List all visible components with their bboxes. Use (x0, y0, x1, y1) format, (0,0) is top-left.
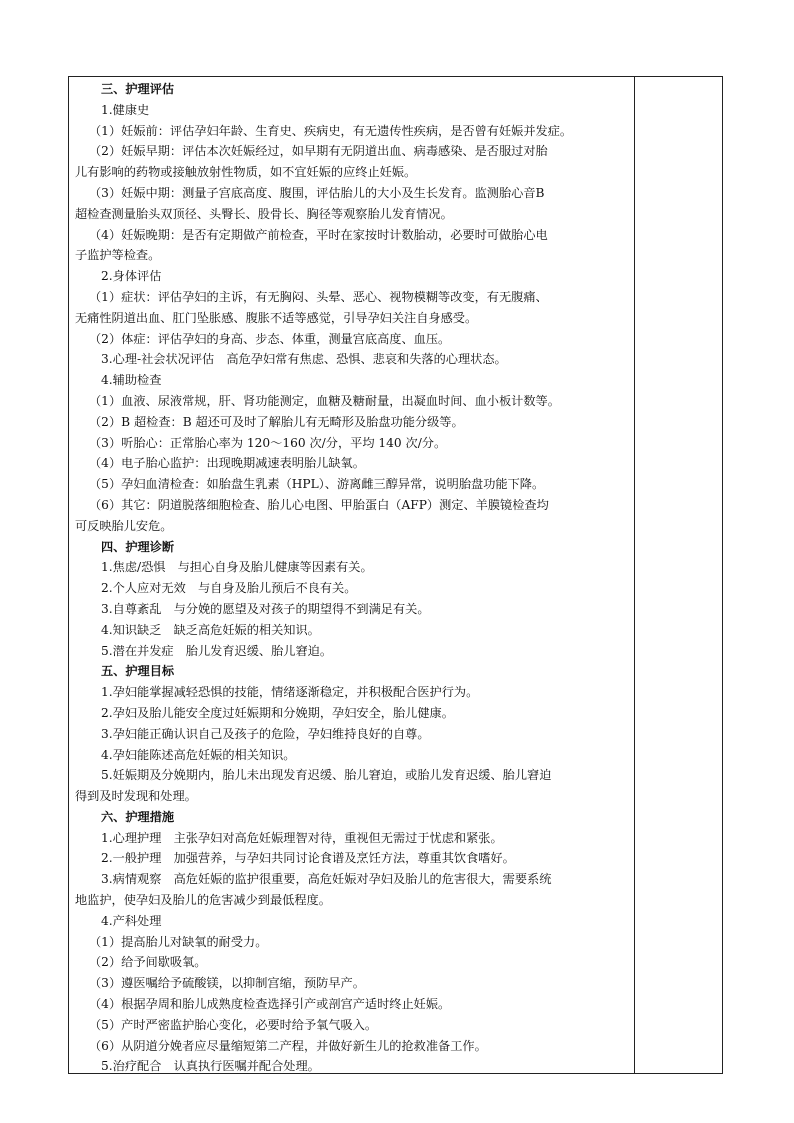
text-line: （3）妊娠中期：测量子宫底高度、腹围，评估胎儿的大小及生长发育。监测胎心音B (89, 185, 545, 200)
text-line: （6）从阴道分娩者应尽量缩短第二产程，并做好新生儿的抢救准备工作。 (89, 1038, 487, 1053)
text-line: （1）妊娠前：评估孕妇年龄、生育史、疾病史，有无遗传性疾病，是否曾有妊娠并发症。 (89, 123, 573, 138)
section-heading: 五、护理目标 (101, 664, 175, 679)
section-heading: 四、护理诊断 (101, 539, 175, 554)
text-line: （2）给予间歇吸氧。 (89, 955, 207, 970)
text-line: （3）遵医嘱给予硫酸镁，以抑制宫缩，预防早产。 (89, 976, 365, 991)
text-line: 2.一般护理 加强营养，与孕妇共同讨论食谱及烹饪方法，尊重其饮食嗜好。 (101, 851, 515, 866)
text-line: （1）症状：评估孕妇的主诉，有无胸闷、头晕、恶心、视物模糊等改变，有无腹痛、 (89, 289, 548, 304)
text-line: （2）体症：评估孕妇的身高、步态、体重，测量宫底高度、血压。 (89, 331, 451, 346)
content-cell (69, 77, 633, 1077)
text-line: （4）妊娠晚期：是否有定期做产前检查，平时在家按时计数胎动，必要时可做胎心电 (89, 227, 548, 242)
text-line: 1.心理护理 主张孕妇对高危妊娠理智对待，重视但无需过于忧虑和紧张。 (101, 830, 503, 845)
text-line: 3.孕妇能正确认识自己及孩子的危险，孕妇维持良好的自尊。 (101, 726, 430, 741)
text-line: 3.心理-社会状况评估 高危孕妇常有焦虑、恐惧、悲哀和失落的心理状态。 (101, 352, 507, 367)
text-line: 2.个人应对无效 与自身及胎儿预后不良有关。 (101, 581, 357, 596)
text-line: （5）产时严密监护胎心变化，必要时给予氧气吸入。 (89, 1017, 378, 1032)
text-line: 2.身体评估 (101, 269, 162, 284)
text-line: 儿有影响的药物或接触放射性物质，如不宜妊娠的应终止妊娠。 (75, 165, 417, 180)
text-line: （4）电子胎心监护：出现晚期减速表明胎儿缺氧。 (89, 456, 365, 471)
text-line: 5.治疗配合 认真执行医嘱并配合处理。 (101, 1059, 320, 1074)
text-line: （3）听胎心：正常胎心率为 120～160 次/分，平均 140 次/分。 (89, 435, 447, 450)
text-line: 5.妊娠期及分娩期内，胎儿未出现发育迟缓、胎儿窘迫，或胎儿发育迟缓、胎儿窘迫 (101, 768, 552, 783)
text-line: 子监护等检查。 (75, 248, 161, 263)
text-line: 1.焦虑/恐惧 与担心自身及胎儿健康等因素有关。 (101, 560, 373, 575)
text-line: 2.孕妇及胎儿能安全度过妊娠期和分娩期，孕妇安全，胎儿健康。 (101, 705, 454, 720)
text-line: 可反映胎儿安危。 (75, 518, 173, 533)
document-table (68, 76, 723, 1074)
text-line: （2）妊娠早期：评估本次妊娠经过，如早期有无阴道出血、病毒感染、是否服过对胎 (89, 144, 548, 159)
section-heading: 六、护理措施 (101, 809, 175, 824)
text-line: 得到及时发现和处理。 (75, 789, 197, 804)
text-line: （5）孕妇血清检查：如胎盘生乳素（HPL）、游离雌三醇异常，说明胎盘功能下降。 (89, 477, 545, 492)
text-line: 4.知识缺乏 缺乏高危妊娠的相关知识。 (101, 622, 320, 637)
column-divider (634, 77, 635, 1073)
text-line: （2）B 超检查：B 超还可及时了解胎儿有无畸形及胎盘功能分级等。 (89, 414, 464, 429)
text-line: 4.辅助检查 (101, 373, 162, 388)
text-line: 3.病情观察 高危妊娠的监护很重要，高危妊娠对孕妇及胎儿的危害很大，需要系统 (101, 872, 552, 887)
text-line: （6）其它：阴道脱落细胞检查、胎儿心电图、甲胎蛋白（AFP）测定、羊膜镜检查均 (89, 497, 549, 512)
text-line: 地监护，使孕妇及胎儿的危害减少到最低程度。 (75, 893, 331, 908)
text-line: 5.潜在并发症 胎儿发育迟缓、胎儿窘迫。 (101, 643, 333, 658)
text-line: （4）根据孕周和胎儿成熟度检查选择引产或剖宫产适时终止妊娠。 (89, 997, 451, 1012)
text-line: （1）血液、尿液常规，肝、肾功能测定，血糖及糖耐量，出凝血时间、血小板计数等。 (89, 393, 560, 408)
text-line: 1.健康史 (101, 102, 150, 117)
text-line: 1.孕妇能掌握减轻恐惧的技能，情绪逐渐稳定，并积极配合医护行为。 (101, 685, 479, 700)
text-line: 3.自尊紊乱 与分娩的愿望及对孩子的期望得不到满足有关。 (101, 601, 430, 616)
section-heading: 三、护理评估 (101, 82, 175, 96)
text-line: （1）提高胎儿对缺氧的耐受力。 (89, 934, 268, 949)
text-line: 4.孕妇能陈述高危妊娠的相关知识。 (101, 747, 296, 762)
text-line: 超检查测量胎头双顶径、头臀长、股骨长、胸径等观察胎儿发育情况。 (75, 206, 453, 221)
text-line: 无痛性阴道出血、肛门坠胀感、腹胀不适等感觉，引导孕妇关注自身感受。 (75, 310, 478, 325)
text-line: 4.产科处理 (101, 913, 162, 928)
